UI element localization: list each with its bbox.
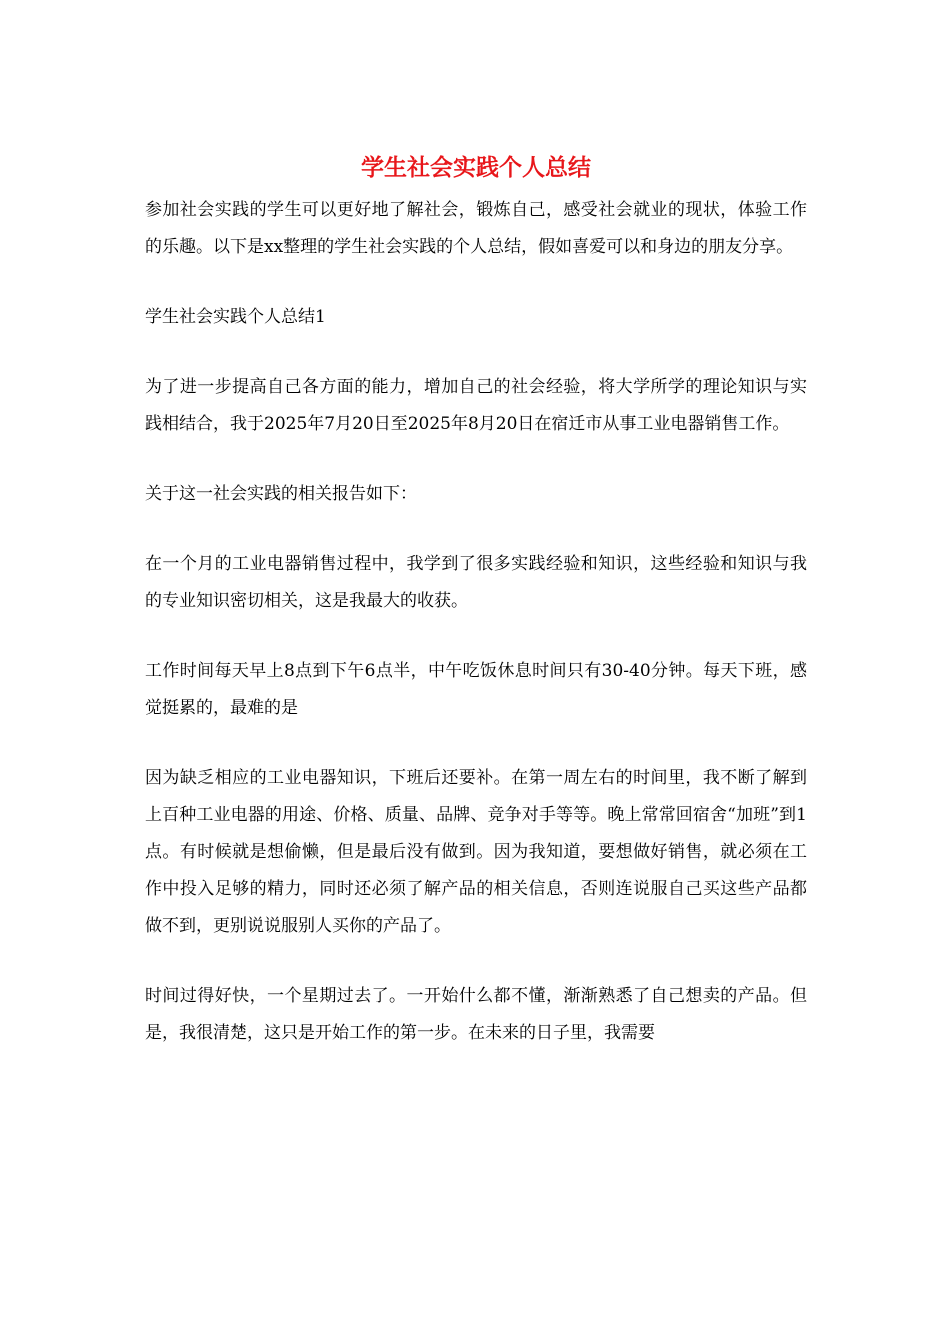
- body-paragraph: 关于这一社会实践的相关报告如下：: [145, 484, 417, 504]
- body-paragraph: 在一个月的工业电器销售过程中，我学到了很多实践经验和知识，这些经验和知识与我的专业知识密切相关，这是我最大的收获。: [145, 554, 807, 611]
- body-paragraph: 时间过得好快，一个星期过去了。一开始什么都不懂，渐渐熟悉了自己想卖的产品。但是，我很清楚，这只是开始工作的第一步。在未来的日子里，我需要: [145, 986, 807, 1043]
- body-paragraph: 工作时间每天早上8点到下午6点半，中午吃饭休息时间只有30-40分钟。每天下班，感觉挺累的，最难的是: [145, 661, 807, 718]
- body-paragraph: 为了进一步提高自己各方面的能力，增加自己的社会经验，将大学所学的理论知识与实践相结合，我于2025年7月20日至2025年8月20日在宿迁市从事工业电器销售工作。: [145, 377, 807, 434]
- body-paragraph: 因为缺乏相应的工业电器知识，下班后还要补。在第一周左右的时间里，我不断了解到上百种工业电器的用途、价格、质量、品牌、竞争对手等等。晚上常常回宿舍“加班”到1点。有时候就是想偷懒，但是最后没有做到。因为我知道，要想做好销售，就必须在工作中投入足够的精力，同时还必须了解产品的相关信息，否则连说服自己买这些产品都做不到，更别说说服别人买你的产品了。: [145, 768, 807, 936]
- intro-paragraph: 参加社会实践的学生可以更好地了解社会，锻炼自己，感受社会就业的现状，体验工作的乐趣。以下是xx整理的学生社会实践的个人总结，假如喜爱可以和身边的朋友分享。: [145, 200, 807, 257]
- document-title: 学生社会实践个人总结: [361, 155, 591, 181]
- document-page: [145, 148, 807, 1085]
- section-heading: 学生社会实践个人总结1: [145, 307, 326, 327]
